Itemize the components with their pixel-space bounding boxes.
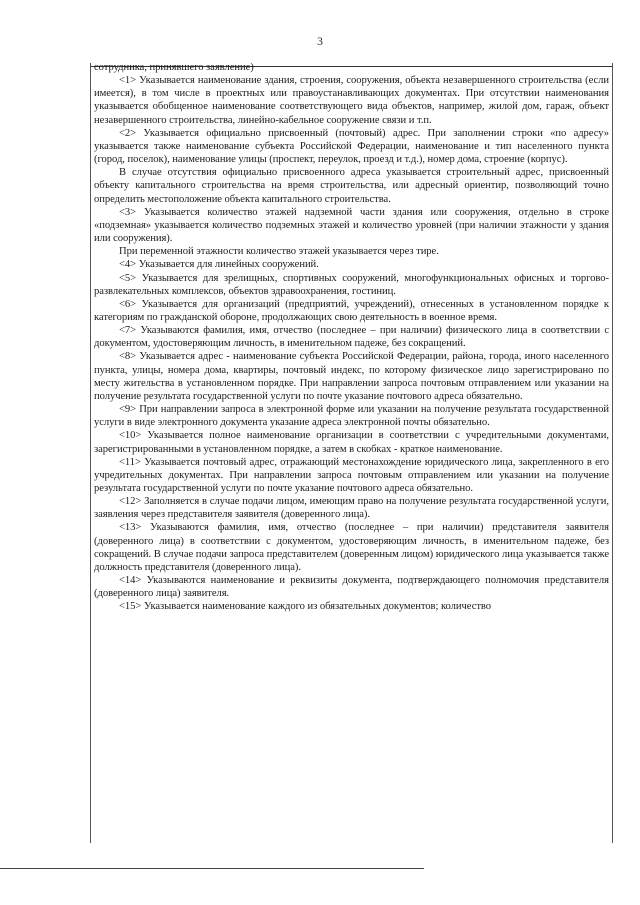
footnote-paragraph: <4> Указывается для линейных сооружений. <box>119 259 319 271</box>
footnote-paragraph: В случае отсутствия официально присвоенного адреса указывается строительный адрес, присвоенный объекту капитального строительства на время строительства, или адресный ориентир, позволяющий точно определить местоположение объекта капитального строительства. <box>94 167 609 205</box>
footnotes-text <box>91 63 612 614</box>
footnote-paragraph: <10> Указывается полное наименование организации в соответствии с учредительными документами, зарегистрированными в установленном порядке, а затем в скобках - краткое наименование. <box>94 430 609 455</box>
footnote-paragraph: <13> Указываются фамилия, имя, отчество (последнее – при наличии) представителя заявителя (доверенного лица) в соответствии с документом, удостоверяющим личность, в именительном падеже, без сокращений. В случае подачи запроса представителем (доверенным лицом) юридического лица указывается также должность представителя (доверенного лица). <box>94 522 609 573</box>
footnote-paragraph: <12> Заполняется в случае подачи лицом, имеющим право на получение результата государственной услуги, заявления через представителя заявителя (доверенного лица). <box>94 496 609 521</box>
footnote-paragraph: <5> Указывается для зрелищных, спортивных сооружений, многофункциональных офисных и торгово-развлекательных комплексов, объектов здравоохранения, гостиниц. <box>94 272 609 297</box>
footnote-paragraph: <11> Указывается почтовый адрес, отражающий местонахождение юридического лица, закрепленного в его учредительных документах. При направлении запроса почтовым отправлением или указании на получение результата государственной услуги по почте указание почтового адреса обязательно. <box>94 456 609 494</box>
footnote-paragraph: При переменной этажности количество этажей указывается через тире. <box>119 246 439 258</box>
continued-paragraph: сотрудника, принявшего заявление) <box>94 63 254 73</box>
footnote-paragraph: <1> Указывается наименование здания, строения, сооружения, объекта незавершенного строительства (если имеется), в том числе в проектных или правоустанавливающих документах. При отсутствии наименования указывается обобщенное наименование соответствующего вида объектов, например, жилой дом, гараж, объект незавершенного строительства, линейно-кабельное сооружение связи и т.п. <box>94 75 609 126</box>
footnotes-frame <box>90 63 613 843</box>
footnote-paragraph: <14> Указываются наименование и реквизиты документа, подтверждающего полномочия представителя (доверенного лица) заявителя. <box>94 575 609 600</box>
page-number: 3 <box>317 34 323 48</box>
footnote-paragraph: <8> Указывается адрес - наименование субъекта Российской Федерации, района, города, иного населенного пункта, улицы, номера дома, квартиры, почтовый индекс, по которому физическое лицо зарегистрировано по месту жительства в установленном порядке. При направлении запроса почтовым отправлением или указании на получение результата государственной услуги по почте указание почтового адреса обязательно. <box>94 351 609 402</box>
footnote-paragraph: <2> Указывается официально присвоенный (почтовый) адрес. При заполнении строки «по адресу» указывается также наименование субъекта Российской Федерации, наименование и тип населенного пункта (город, поселок), наименование улицы (проспект, переулок, проезд и т.д.), номер дома, строение (корпус). <box>94 127 609 166</box>
footnote-paragraph: <15> Указывается наименование каждого из обязательных документов; количество <box>119 601 492 613</box>
footnote-paragraph: <6> Указывается для организаций (предприятий, учреждений), отнесенных в установленном порядке к категориям по гражданской обороне, продолжающих свою деятельность в военное время. <box>94 298 609 323</box>
footnote-paragraph: <7> Указываются фамилия, имя, отчество (последнее – при наличии) физического лица в соответствии с документом, удостоверяющим личность, в именительном падеже, без сокращений. <box>94 325 609 350</box>
footnote-paragraph: <3> Указывается количество этажей надземной части здания или сооружения, отдельно в строке «подземная» указывается количество подземных этажей и количество уровней (при наличии этажности у здания или сооружения). <box>94 206 609 245</box>
bottom-rule <box>0 868 424 869</box>
footnote-paragraph: <9> При направлении запроса в электронной форме или указании на получение результата государственной услуги в виде электронного документа указание адреса электронной почты обязательно. <box>94 404 609 429</box>
